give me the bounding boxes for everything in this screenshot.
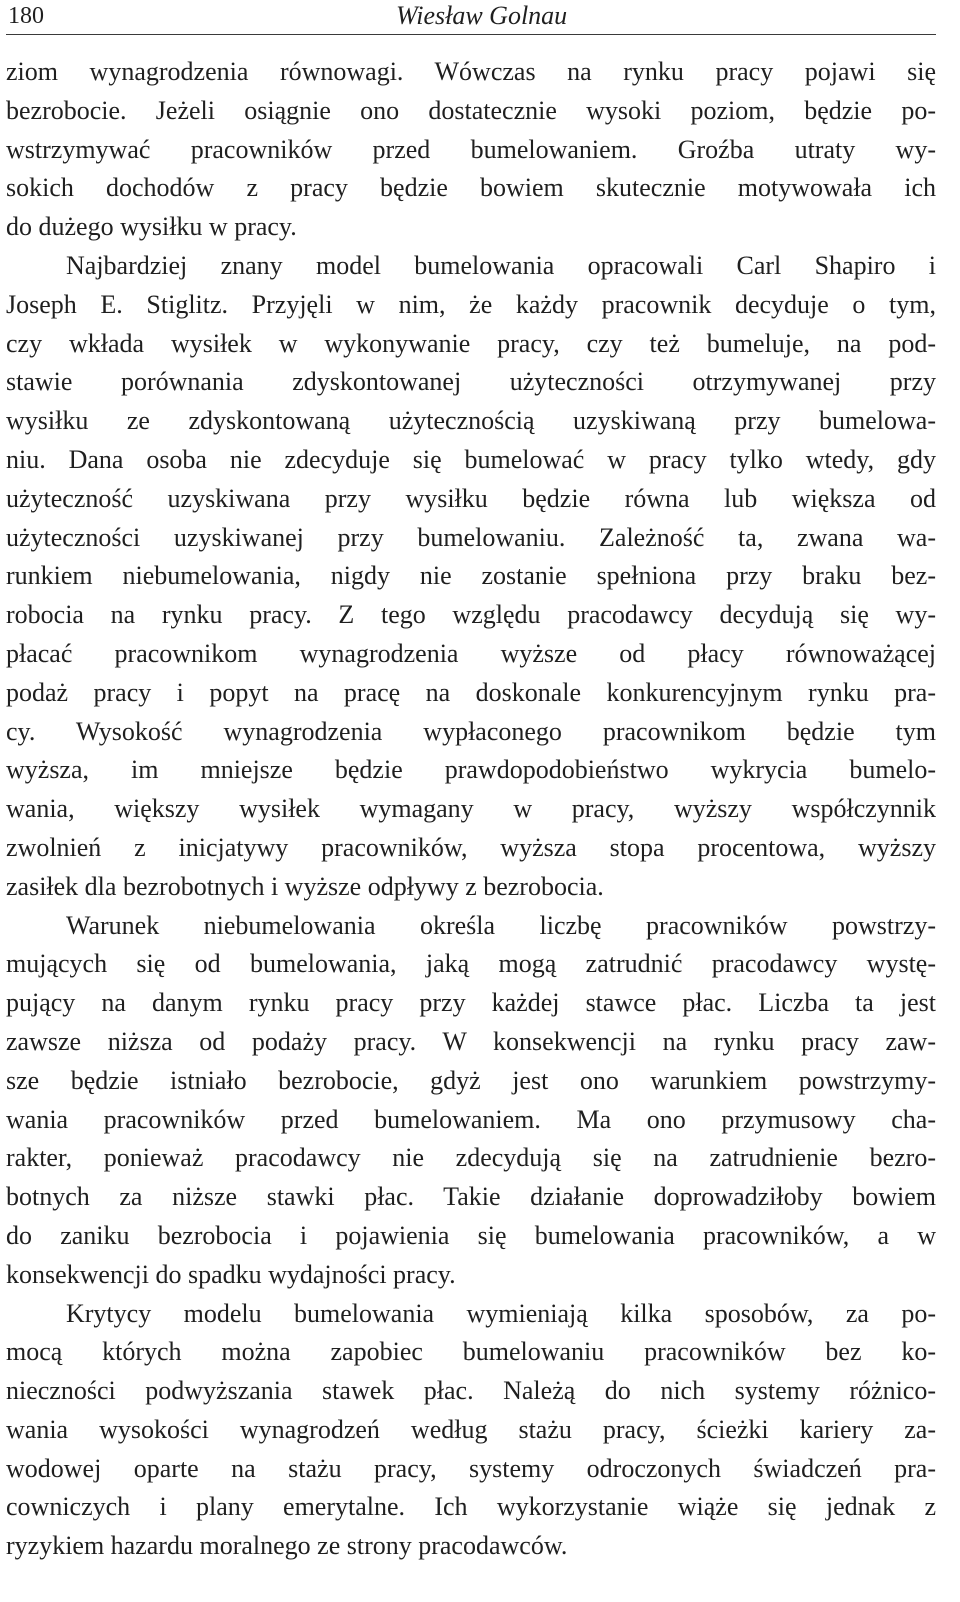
text-line: bezrobocie. Jeżeli osiągnie ono dostatecznie wysoki poziom, będzie po-	[6, 95, 936, 125]
header-author: Wiesław Golnau	[396, 1, 568, 30]
text-line: wyższa, im mniejsze będzie prawdopodobieństwo wykrycia bumelo-	[6, 755, 936, 785]
text-line: Najbardziej znany model bumelowania opracowali Carl Shapiro i	[66, 250, 936, 280]
text-line: Krytycy modelu bumelowania wymieniają kilka sposobów, za po-	[66, 1298, 936, 1328]
text-line: mujących się od bumelowania, jaką mogą zatrudnić pracodawcy wystę-	[6, 949, 936, 979]
text-body	[6, 53, 936, 1566]
text-line: cy. Wysokość wynagrodzenia wypłaconego pracownikom będzie tym	[6, 716, 936, 746]
text-line: konsekwencji do spadku wydajności pracy.	[6, 1259, 456, 1289]
text-line: wania pracowników przed bumelowaniem. Ma ono przymusowy cha-	[6, 1104, 936, 1134]
paragraph	[6, 1295, 936, 1567]
text-line: wania wysokości wynagrodzeń według stażu pracy, ścieżki kariery za-	[6, 1414, 936, 1444]
text-line: Joseph E. Stiglitz. Przyjęli w nim, że każdy pracownik decyduje o tym,	[6, 289, 936, 319]
text-line: do zaniku bezrobocia i pojawienia się bumelowania pracowników, a w	[6, 1220, 936, 1250]
text-line: zawsze niższa od podaży pracy. W konsekwencji na rynku pracy zaw-	[6, 1026, 936, 1056]
text-line: wysiłku ze zdyskontowaną użytecznością uzyskiwaną przy bumelowa-	[6, 406, 936, 436]
text-line: mocą których można zapobiec bumelowaniu pracowników bez ko-	[6, 1337, 936, 1367]
document-page	[6, 0, 936, 1602]
text-line: ziom wynagrodzenia równowagi. Wówczas na rynku pracy pojawi się	[6, 57, 936, 86]
text-line: wstrzymywać pracowników przed bumelowaniem. Groźba utraty wy-	[6, 134, 936, 164]
text-line: płacać pracownikom wynagrodzenia wyższe od płacy równoważącej	[6, 638, 936, 668]
text-line: podaż pracy i popyt na pracę na doskonale konkurencyjnym rynku pra-	[6, 677, 936, 707]
text-line: nieczności podwyższania stawek płac. Należą do nich systemy różnico-	[6, 1376, 936, 1406]
paragraph	[6, 247, 936, 907]
text-line: zwolnień z inicjatywy pracowników, wyższa stopa procentowa, wyższy	[6, 832, 936, 862]
text-line: czy wkłada wysiłek w wykonywanie pracy, czy też bumeluje, na pod-	[6, 328, 936, 358]
text-line: ryzykiem hazardu moralnego ze strony pracodawców.	[6, 1531, 568, 1561]
page-number: 180	[8, 3, 44, 29]
text-line: cowniczych i plany emerytalne. Ich wykorzystanie wiąże się jednak z	[6, 1492, 936, 1522]
text-line: runkiem niebumelowania, nigdy nie zostanie spełniona przy braku bez-	[6, 561, 936, 591]
text-line: zasiłek dla bezrobotnych i wyższe odpływy z bezrobocia.	[6, 871, 604, 901]
text-line: użyteczności uzyskiwanej przy bumelowaniu. Zależność ta, zwana wa-	[6, 522, 936, 552]
paragraph	[6, 53, 936, 247]
text-line: stawie porównania zdyskontowanej użyteczności otrzymywanej przy	[6, 367, 936, 397]
text-line: pujący na danym rynku pracy przy każdej stawce płac. Liczba ta jest	[6, 988, 936, 1018]
text-line: użyteczność uzyskiwana przy wysiłku będzie równa lub większa od	[6, 483, 936, 513]
text-line: wania, większy wysiłek wymagany w pracy, wyższy współczynnik	[6, 794, 936, 824]
text-line: sokich dochodów z pracy będzie bowiem skutecznie motywowała ich	[6, 173, 936, 203]
running-header	[6, 0, 936, 35]
text-line: robocia na rynku pracy. Z tego względu pracodawcy decydują się wy-	[6, 600, 936, 630]
text-line: niu. Dana osoba nie zdecyduje się bumelować w pracy tylko wtedy, gdy	[6, 444, 936, 474]
text-line: do dużego wysiłku w pracy.	[6, 212, 297, 242]
paragraph	[6, 907, 936, 1295]
text-line: Warunek niebumelowania określa liczbę pracowników powstrzy-	[66, 910, 936, 940]
text-line: wodowej oparte na stażu pracy, systemy odroczonych świadczeń pra-	[6, 1453, 936, 1483]
text-line: sze będzie istniało bezrobocie, gdyż jest ono warunkiem powstrzymy-	[6, 1065, 936, 1095]
text-line: botnych za niższe stawki płac. Takie działanie doprowadziłoby bowiem	[6, 1182, 936, 1212]
text-line: rakter, ponieważ pracodawcy nie zdecydują się na zatrudnienie bezro-	[6, 1143, 936, 1173]
